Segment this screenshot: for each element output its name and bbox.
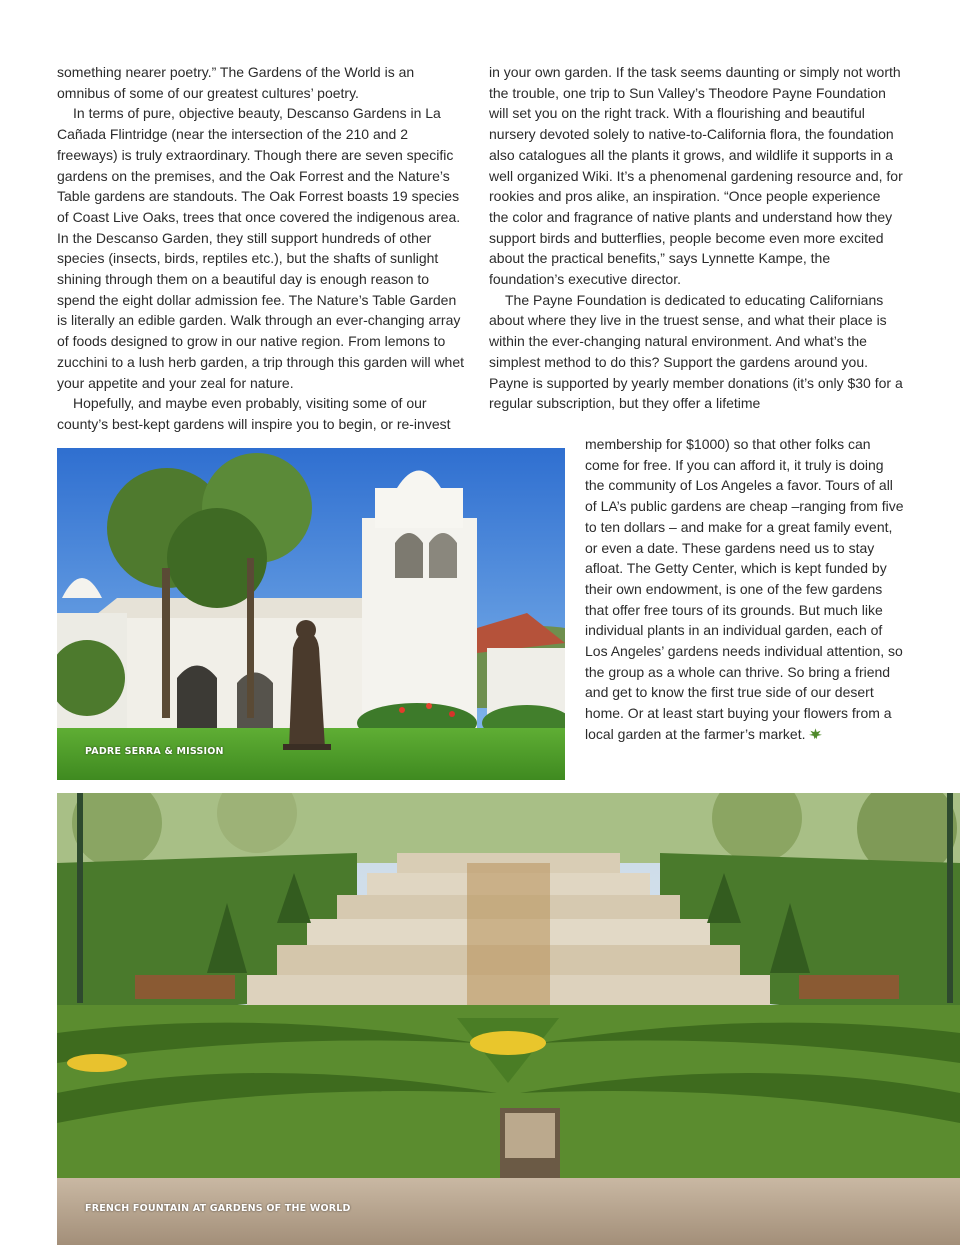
photo-caption-fountain: FRENCH FOUNTAIN AT GARDENS OF THE WORLD [85,1203,351,1214]
paragraph-payne-foundation: The Payne Foundation is dedicated to educating Californians about where they live in the truest sense, and what their place is within the ever-changing natural environment. And what’s the simplest method to do this? Support the gardens around you. Payne is supported by yearly member donations (it’s only $30 for a regular subscription, but they offer a lifetime [489,291,903,412]
mission-illustration [57,448,565,780]
paragraph-inspire: Hopefully, and maybe even probably, visiting some of our county’s best-kept gardens will inspire you to begin, or re-invest [57,395,451,432]
article-wrap-column [585,434,905,745]
photo-caption-serra: PADRE SERRA & MISSION [85,746,224,757]
conclusion-text: membership for $1000) so that other folks can come for free. If you can afford it, it truly is doing the community of Los Angeles a favor. Tours of all of LA’s public gardens are cheap –ranging from five to ten dollars – and make for a great family event, or even a date. These gardens need us to stay afloat. The Getty Center, which is kept funded by their own endowment, is one of the few gardens that offer free tours of its grounds. But much like individual plants in an individual garden, each of Los Angeles’ gardens needs individual attention, so the group as a whole can thrive. So bring a friend and get to know the first true side of our desert home. Or at least start buying your flowers from a local garden at the farmer’s market. [585,436,904,742]
photo-padre-serra-mission [57,448,565,780]
fountain-illustration [57,793,960,1245]
paragraph-descanso: In terms of pure, objective beauty, Descanso Gardens in La Cañada Flintridge (near the intersection of the 210 and 2 freeways) is truly extraordinary. Though there are seven specific gardens on the premises, and the Oak Forrest and the Nature’s Table gardens are standouts. The Oak Forrest boasts 19 species of Coast Live Oaks, trees that once covered the indigenous area. In the Descanso Garden, they still support hundreds of other species (insects, birds, reptiles etc.), but the shafts of sunlight shining through them on a beautiful day is enough reason to spend the eight dollar admission fee. The Nature’s Table Garden is literally an edible garden. Walk through an ever-changing array of foods designed to grow in our native region. From lemons to zucchini to a lush herb garden, a trip through this garden will whet your appetite and your zeal for nature. [57,105,465,391]
paragraph-conclusion [585,434,905,745]
article-left-column [57,62,469,435]
paragraph-payne-intro: in your own garden. If the task seems daunting or simply not worth the trouble, one trip to Sun Valley’s Theodore Payne Foundation will set you on the right track. With a flourishing and beautiful nursery devoted solely to native-to-California flora, the foundation also catalogues all the plants it grows, and wildlife it supports in a well organized Wiki. It’s a phenomenal gardening resource and, for rookies and pros alike, an inspiration. “Once people experience the color and fragrance of native plants and understand how they support birds and butterflies, people become even more excited about the practical benefits,” says Lynnette Kampe, the foundation’s executive director. [489,64,903,288]
photo-french-fountain [57,793,960,1245]
leaf-icon [809,728,822,740]
article-right-column [489,62,903,414]
paragraph-poetry: something nearer poetry.” The Gardens of the World is an omnibus of some of our greatest cultures’ poetry. [57,64,415,101]
